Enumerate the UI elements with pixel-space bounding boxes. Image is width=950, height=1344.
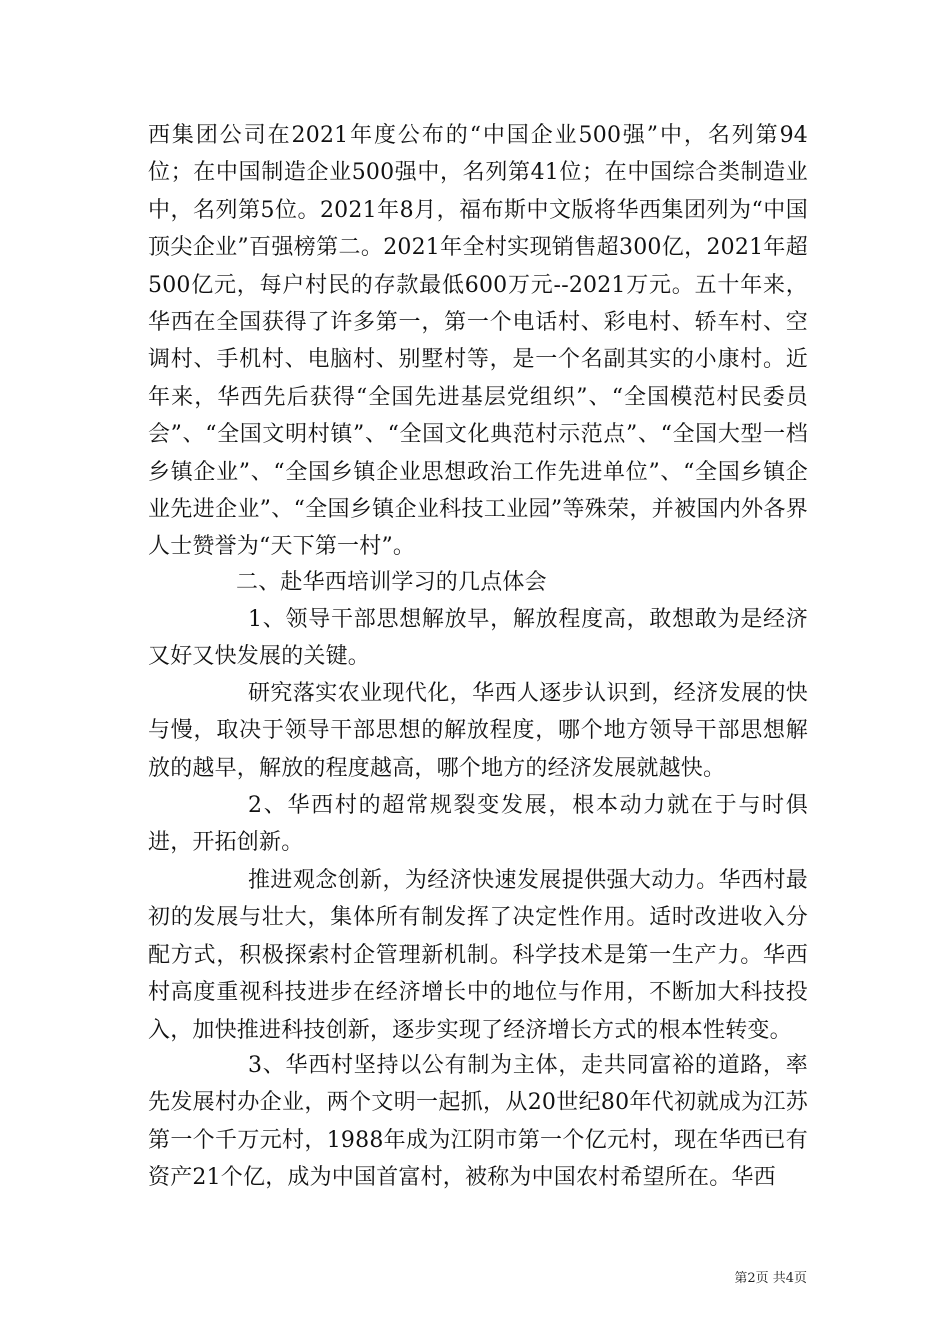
- point2-title: 2、华西村的超常规裂变发展，根本动力就在于与时俱进，开拓创新。: [148, 793, 808, 856]
- section-heading: 二、赴华西培训学习的几点体会: [236, 570, 547, 595]
- point1-title: 1、领导干部思想解放早，解放程度高，敢想敢为是经济又好又快发展的关键。: [148, 607, 808, 670]
- page-footer: [0, 1267, 950, 1286]
- point3-body: 3、华西村坚持以公有制为主体，走共同富裕的道路，率先发展村办企业，两个文明一起抓，从20世纪80年代初就成为江苏第一个千万元村，1988年成为江阴市第一个亿元村，现在华西已有资产21个亿，成为中国首富村，被称为中国农村希望所在。华西: [148, 1053, 808, 1191]
- page-number: 第2页 共4页: [734, 1271, 807, 1286]
- intro-paragraph: 西集团公司在2021年度公布的“中国企业500强”中，名列第94位；在中国制造企业500强中，名列第41位；在中国综合类制造业中，名列第5位。2021年8月，福布斯中文版将华西集团列为“中国顶尖企业”百强榜第二。2021年全村实现销售超300亿，2021年超500亿元，每户村民的存款最低600万元--2021万元。五十年来，华西在全国获得了许多第一，第一个电话村、彩电村、轿车村、空调村、手机村、电脑村、别墅村等，是一个名副其实的小康村。近年来，华西先后获得“全国先进基层党组织”、“全国模范村民委员会”、“全国文明村镇”、“全国文化典范村示范点”、“全国大型一档乡镇企业”、“全国乡镇企业思想政治工作先进单位”、“全国乡镇企业先进企业”、“全国乡镇企业科技工业园”等殊荣，并被国内外各界人士赞誉为“天下第一村”。: [148, 123, 808, 560]
- point1-body: 研究落实农业现代化，华西人逐步认识到，经济发展的快与慢，取决于领导干部思想的解放程度，哪个地方领导干部思想解放的越早，解放的程度越高，哪个地方的经济发展就越快。: [148, 681, 808, 781]
- point2-body: 推进观念创新，为经济快速发展提供强大动力。华西村最初的发展与壮大，集体所有制发挥了决定性作用。适时改进收入分配方式，积极探索村企管理新机制。科学技术是第一生产力。华西村高度重视科技进步在经济增长中的地位与作用，不断加大科技投入，加快推进科技创新，逐步实现了经济增长方式的根本性转变。: [148, 868, 808, 1043]
